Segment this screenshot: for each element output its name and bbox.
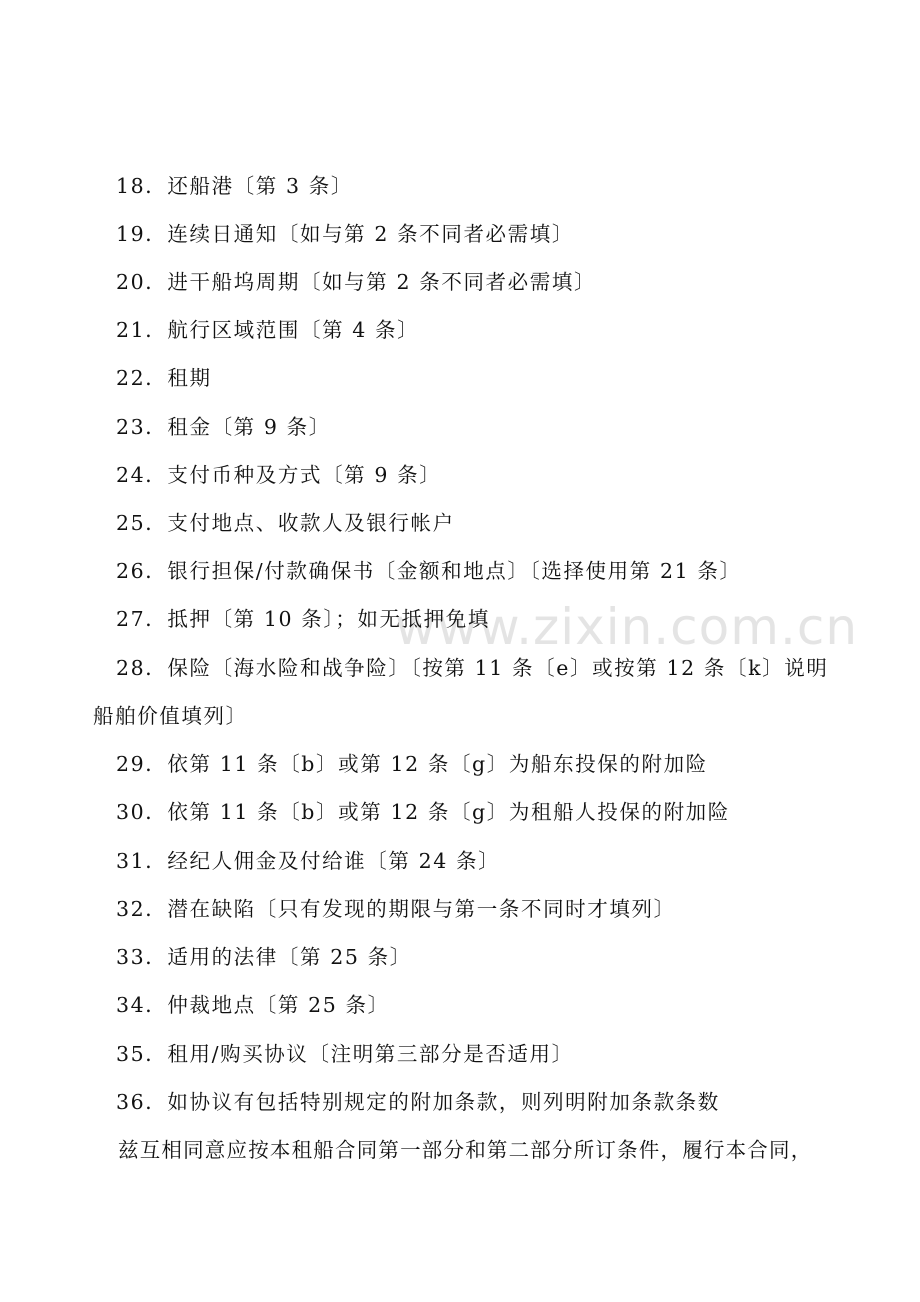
clause-25: 25．支付地点、收款人及银行帐户 — [116, 511, 455, 535]
clause-26: 26．银行担保/付款确保书〔金额和地点〕〔选择使用第 21 条〕 — [116, 559, 742, 583]
clause-34: 34．仲裁地点〔第 25 条〕 — [116, 993, 390, 1017]
clause-18: 18．还船港〔第 3 条〕 — [116, 174, 353, 198]
clause-32: 32．潜在缺陷〔只有发现的期限与第一条不同时才填列〕 — [116, 897, 676, 921]
clause-20: 20．进干船坞周期〔如与第 2 条不同者必需填〕 — [116, 270, 597, 294]
clause-33: 33．适用的法律〔第 25 条〕 — [116, 945, 412, 969]
agreement-paragraph: 兹互相同意应按本租船合同第一部分和第二部分所订条件，履行本合同， — [118, 1138, 813, 1162]
clause-27: 27．抵押〔第 10 条〕；如无抵押免填 — [116, 607, 490, 631]
clause-23: 23．租金〔第 9 条〕 — [116, 415, 331, 439]
clause-28: 28．保险〔海水险和战争险〕〔按第 11 条〔e〕或按第 12 条〔k〕说明 — [116, 656, 829, 680]
clause-22: 22．租期 — [116, 366, 212, 390]
watermark: www.zixin.com.cn — [395, 598, 859, 656]
clause-31: 31．经纪人佣金及付给谁〔第 24 条〕 — [116, 849, 501, 873]
clause-19: 19．连续日通知〔如与第 2 条不同者必需填〕 — [116, 222, 574, 246]
clause-21: 21．航行区域范围〔第 4 条〕 — [116, 318, 420, 342]
clause-29: 29．依第 11 条〔b〕或第 12 条〔g〕为船东投保的附加险 — [116, 752, 708, 776]
clause-30: 30．依第 11 条〔b〕或第 12 条〔g〕为租船人投保的附加险 — [116, 800, 730, 824]
clause-28-continuation: 船舶价值填列〕 — [93, 704, 248, 728]
clause-24: 24．支付币种及方式〔第 9 条〕 — [116, 463, 442, 487]
clause-35: 35．租用/购买协议〔注明第三部分是否适用〕 — [116, 1042, 574, 1066]
clause-36: 36．如协议有包括特别规定的附加条款，则列明附加条款条数 — [116, 1090, 720, 1114]
